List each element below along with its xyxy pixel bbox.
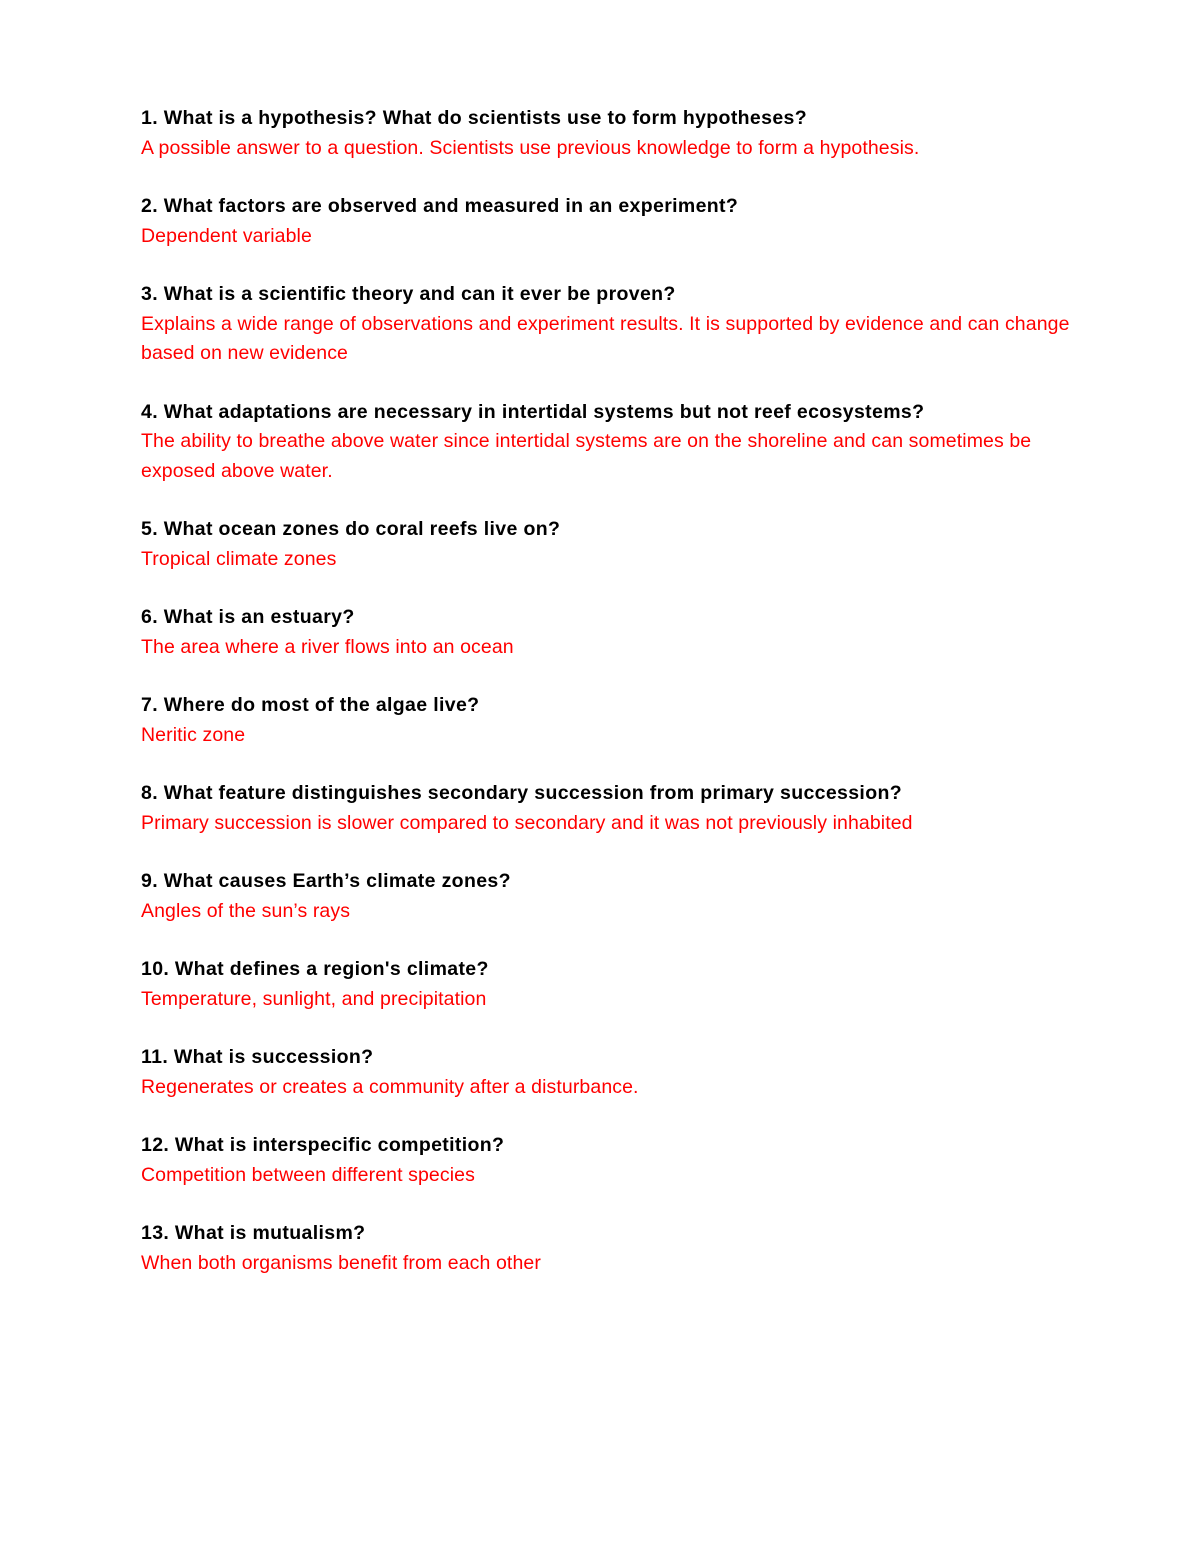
answer-text: Regenerates or creates a community after a disturbance. — [141, 1075, 639, 1098]
qa-item-12 — [141, 1131, 1081, 1190]
answer-text: Primary succession is slower compared to secondary and it was not previously inhabited — [141, 811, 913, 834]
answer-text: Angles of the sun’s rays — [141, 899, 351, 922]
answer-text: A possible answer to a question. Scientists use previous knowledge to form a hypothesis. — [141, 136, 920, 159]
answer-text: Neritic zone — [141, 723, 246, 746]
question-text: 6. What is an estuary? — [141, 606, 355, 628]
answer-text: When both organisms benefit from each other — [141, 1251, 541, 1274]
question-text: 11. What is succession? — [141, 1046, 374, 1068]
answer-text: Tropical climate zones — [141, 547, 337, 570]
question-text: 3. What is a scientific theory and can it ever be proven? — [141, 283, 676, 305]
answer-text: Competition between different species — [141, 1163, 475, 1186]
qa-item-10 — [141, 955, 1081, 1014]
qa-item-7 — [141, 691, 1081, 750]
question-text: 9. What causes Earth’s climate zones? — [141, 870, 511, 892]
qa-item-3 — [141, 280, 1081, 369]
qa-item-8 — [141, 779, 1081, 838]
question-text: 2. What factors are observed and measured in an experiment? — [141, 195, 739, 217]
question-text: 12. What is interspecific competition? — [141, 1134, 505, 1156]
answer-text: The ability to breathe above water since intertidal systems are on the shoreline and can sometimes be exposed above water. — [141, 430, 1032, 482]
question-text: 10. What defines a region's climate? — [141, 958, 489, 980]
question-text: 4. What adaptations are necessary in intertidal systems but not reef ecosystems? — [141, 400, 925, 423]
question-text: 1. What is a hypothesis? What do scientists use to form hypotheses? — [141, 107, 807, 129]
answer-text: Explains a wide range of observations and experiment results. It is supported by evidence and can change based on new evidence — [141, 312, 1070, 364]
qa-item-9 — [141, 867, 1081, 926]
answer-text: The area where a river flows into an ocean — [141, 635, 514, 658]
question-text: 13. What is mutualism? — [141, 1222, 366, 1244]
qa-item-5 — [141, 515, 1081, 574]
qa-item-11 — [141, 1043, 1081, 1102]
qa-item-6 — [141, 603, 1081, 662]
qa-item-4 — [141, 398, 1081, 487]
question-text: 5. What ocean zones do coral reefs live on? — [141, 518, 561, 540]
qa-item-2 — [141, 192, 1081, 251]
answer-text: Dependent variable — [141, 224, 312, 247]
question-text: 8. What feature distinguishes secondary succession from primary succession? — [141, 782, 902, 804]
question-text: 7. Where do most of the algae live? — [141, 694, 480, 716]
qa-item-13 — [141, 1219, 1081, 1278]
answer-text: Temperature, sunlight, and precipitation — [141, 987, 487, 1010]
document-page — [141, 104, 1081, 1307]
qa-item-1 — [141, 104, 1081, 163]
